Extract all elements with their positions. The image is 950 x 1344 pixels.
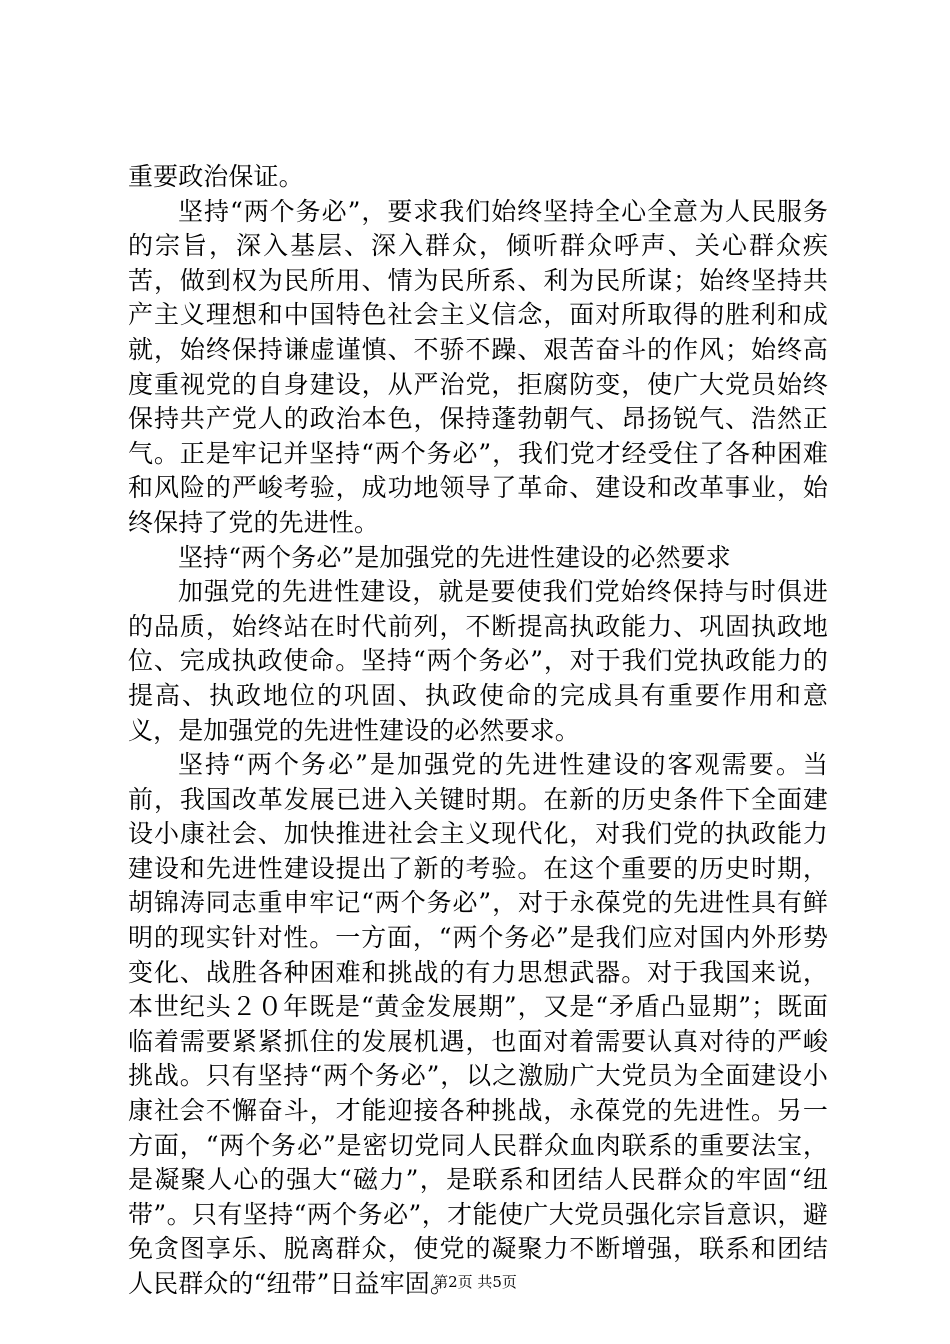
- section-heading: 坚持“两个务必”是加强党的先进性建设的必然要求: [178, 542, 731, 572]
- paragraph-advanced-nature: 加强党的先进性建设，就是要使我们党始终保持与时俱进的品质，始终站在时代前列，不断提高执政能力、巩固执政地位、完成执政使命。坚持“两个务必”，对于我们党执政能力的提高、执政地位的巩固、执政使命的完成具有重要作用和意义，是加强党的先进性建设的必然要求。: [128, 577, 828, 745]
- paragraph-two-musts-requirements: 坚持“两个务必”，要求我们始终坚持全心全意为人民服务的宗旨，深入基层、深入群众，倾听群众呼声、关心群众疾苦，做到权为民所用、情为民所系、利为民所谋；始终坚持共产主义理想和中国特色社会主义信念，面对所取得的胜利和成就，始终保持谦虚谨慎、不骄不躁、艰苦奋斗的作风；始终高度重视党的自身建设，从严治党，拒腐防变，使广大党员始终保持共产党人的政治本色，保持蓬勃朝气、昂扬锐气、浩然正气。正是牢记并坚持“两个务必”，我们党才经受住了各种困难和风险的严峻考验，成功地领导了革命、建设和改革事业，始终保持了党的先进性。: [128, 196, 828, 537]
- document-body: [128, 160, 828, 1302]
- paragraph-objective-need: 坚持“两个务必”是加强党的先进性建设的客观需要。当前，我国改革发展已进入关键时期。在新的历史条件下全面建设小康社会、加快推进社会主义现代化，对我们党的执政能力建设和先进性建设提出了新的考验。在这个重要的历史时期，胡锦涛同志重申牢记“两个务必”，对于永葆党的先进性具有鲜明的现实针对性。一方面，“两个务必”是我们应对国内外形势变化、战胜各种困难和挑战的有力思想武器。对于我国来说，本世纪头２０年既是“黄金发展期”，又是“矛盾凸显期”；既面临着需要紧紧抓住的发展机遇，也面对着需要认真对待的严峻挑战。只有坚持“两个务必”，以之激励广大党员为全面建设小康社会不懈奋斗，才能迎接各种挑战，永葆党的先进性。另一方面，“两个务必”是密切党同人民群众血肉联系的重要法宝，是凝聚人心的强大“磁力”，是联系和团结人民群众的牢固“纽带”。只有坚持“两个务必”，才能使广大党员强化宗旨意识，避免贪图享乐、脱离群众，使党的凝聚力不断增强，联系和团结人民群众的“纽带”日益牢固。: [128, 750, 828, 1298]
- page-number-footer: 第2页 共5页: [433, 1273, 517, 1291]
- paragraph-continuation: 重要政治保证。: [128, 162, 304, 191]
